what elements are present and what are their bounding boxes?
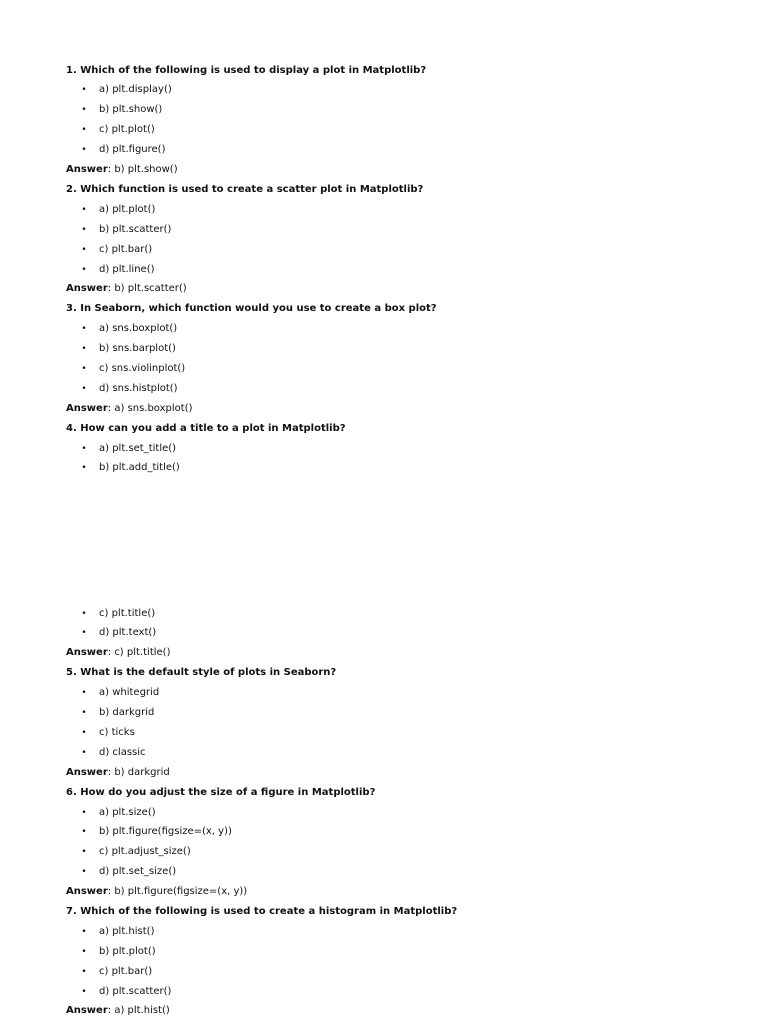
- bullet-icon: •: [81, 748, 87, 758]
- bullet-icon: •: [81, 344, 87, 354]
- bullet-icon: •: [81, 808, 87, 818]
- question-5-option-a: a) whitegrid: [99, 687, 160, 698]
- bullet-icon: •: [81, 609, 87, 619]
- question-4-option-c: c) plt.title(): [99, 608, 156, 619]
- bullet-icon: •: [81, 265, 87, 275]
- question-5-option-d: d) classic: [99, 747, 146, 758]
- bullet-icon: •: [81, 463, 87, 473]
- answer-label: Answer: [66, 647, 108, 658]
- question-4-answer: [66, 646, 170, 660]
- answer-text: : b) plt.show(): [107, 164, 178, 175]
- question-4-text: 4. How can you add a title to a plot in Matplotlib?: [66, 423, 346, 434]
- question-3-answer: [66, 402, 193, 416]
- question-6-answer: [66, 885, 247, 899]
- question-2-option-c: c) plt.bar(): [99, 244, 153, 255]
- answer-label: Answer: [66, 1005, 108, 1016]
- question-6-option-a: a) plt.size(): [99, 807, 156, 818]
- answer-text: : a) plt.hist(): [107, 1005, 170, 1016]
- question-3-text: 3. In Seaborn, which function would you use to create a box plot?: [66, 303, 437, 314]
- bullet-icon: •: [81, 708, 87, 718]
- question-1-text: 1. Which of the following is used to display a plot in Matplotlib?: [66, 65, 427, 76]
- question-2-option-d: d) plt.line(): [99, 264, 155, 275]
- bullet-icon: •: [81, 967, 87, 977]
- question-3-option-a: a) sns.boxplot(): [99, 323, 178, 334]
- answer-text: : b) darkgrid: [107, 767, 170, 778]
- question-7-answer: [66, 1004, 170, 1018]
- question-6-option-d: d) plt.set_size(): [99, 866, 177, 877]
- bullet-icon: •: [81, 225, 87, 235]
- question-5-answer: [66, 766, 170, 780]
- question-7-option-a: a) plt.hist(): [99, 926, 155, 937]
- question-7-option-d: d) plt.scatter(): [99, 986, 172, 997]
- question-4-option-b: b) plt.add_title(): [99, 462, 180, 473]
- question-1-answer: [66, 163, 178, 177]
- answer-text: : b) plt.figure(figsize=(x, y)): [107, 886, 248, 897]
- question-4-option-a: a) plt.set_title(): [99, 443, 177, 454]
- question-2-answer: [66, 282, 187, 296]
- bullet-icon: •: [81, 688, 87, 698]
- bullet-icon: •: [81, 728, 87, 738]
- question-2-option-b: b) plt.scatter(): [99, 224, 172, 235]
- bullet-icon: •: [81, 827, 87, 837]
- question-7-option-b: b) plt.plot(): [99, 946, 156, 957]
- bullet-icon: •: [81, 245, 87, 255]
- question-7-option-c: c) plt.bar(): [99, 966, 153, 977]
- question-6-option-b: b) plt.figure(figsize=(x, y)): [99, 826, 232, 837]
- question-1-option-d: d) plt.figure(): [99, 144, 166, 155]
- bullet-icon: •: [81, 384, 87, 394]
- question-2-option-a: a) plt.plot(): [99, 204, 156, 215]
- question-1-option-b: b) plt.show(): [99, 104, 163, 115]
- answer-label: Answer: [66, 403, 108, 414]
- bullet-icon: •: [81, 867, 87, 877]
- question-4-option-d: d) plt.text(): [99, 627, 157, 638]
- question-1-option-c: c) plt.plot(): [99, 124, 155, 135]
- bullet-icon: •: [81, 927, 87, 937]
- bullet-icon: •: [81, 847, 87, 857]
- question-6-text: 6. How do you adjust the size of a figure in Matplotlib?: [66, 787, 376, 798]
- question-5-option-b: b) darkgrid: [99, 707, 155, 718]
- question-3-option-d: d) sns.histplot(): [99, 383, 178, 394]
- bullet-icon: •: [81, 205, 87, 215]
- answer-text: : c) plt.title(): [107, 647, 171, 658]
- answer-label: Answer: [66, 283, 108, 294]
- question-6-option-c: c) plt.adjust_size(): [99, 846, 191, 857]
- bullet-icon: •: [81, 85, 87, 95]
- answer-label: Answer: [66, 886, 108, 897]
- answer-label: Answer: [66, 164, 108, 175]
- bullet-icon: •: [81, 628, 87, 638]
- question-5-text: 5. What is the default style of plots in Seaborn?: [66, 667, 337, 678]
- bullet-icon: •: [81, 324, 87, 334]
- bullet-icon: •: [81, 444, 87, 454]
- bullet-icon: •: [81, 987, 87, 997]
- answer-text: : a) sns.boxplot(): [107, 403, 193, 414]
- question-3-option-c: c) sns.violinplot(): [99, 363, 186, 374]
- question-7-text: 7. Which of the following is used to create a histogram in Matplotlib?: [66, 906, 458, 917]
- bullet-icon: •: [81, 364, 87, 374]
- answer-label: Answer: [66, 767, 108, 778]
- question-5-option-c: c) ticks: [99, 727, 135, 738]
- question-3-option-b: b) sns.barplot(): [99, 343, 176, 354]
- answer-text: : b) plt.scatter(): [107, 283, 187, 294]
- bullet-icon: •: [81, 105, 87, 115]
- bullet-icon: •: [81, 125, 87, 135]
- question-2-text: 2. Which function is used to create a scatter plot in Matplotlib?: [66, 184, 424, 195]
- bullet-icon: •: [81, 947, 87, 957]
- bullet-icon: •: [81, 145, 87, 155]
- question-1-option-a: a) plt.display(): [99, 84, 172, 95]
